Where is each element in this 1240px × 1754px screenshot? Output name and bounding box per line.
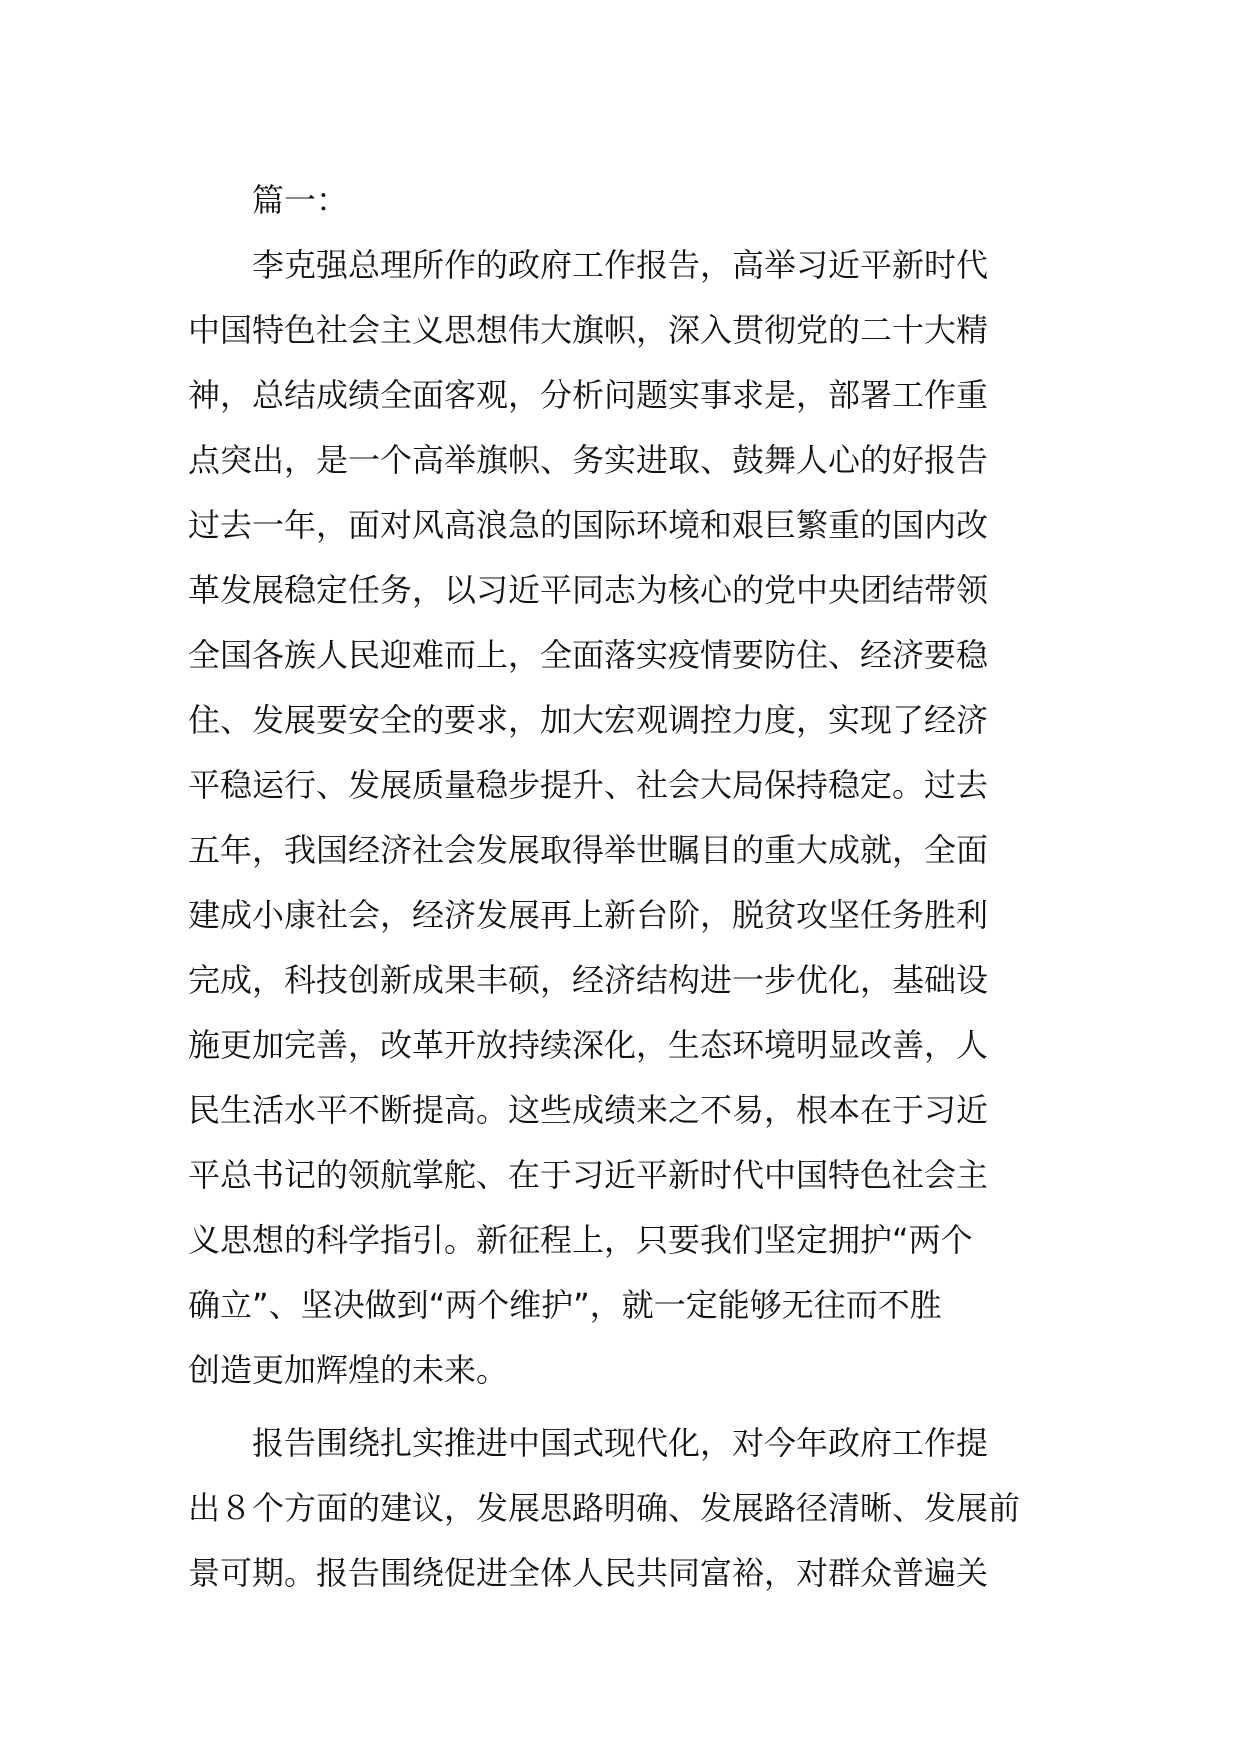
paragraph-line: 全国各族人民迎难而上，全面落实疫情要防住、经济要稳: [188, 636, 989, 674]
paragraph-1: [188, 233, 1058, 1403]
paragraph-line: 民生活水平不断提高。这些成绩来之不易，根本在于习近: [188, 1091, 989, 1129]
section-heading: 篇一：: [252, 181, 349, 219]
paragraph-line: 出８个方面的建议，发展思路明确、发展路径清晰、发展前: [188, 1489, 1021, 1527]
paragraph-line: 中国特色社会主义思想伟大旗帜，深入贯彻党的二十大精: [188, 311, 989, 349]
paragraph-line: 义思想的科学指引。新征程上，只要我们坚定拥护“两个: [188, 1221, 973, 1259]
paragraph-spacer: [188, 1403, 1058, 1411]
paragraph-line: 点突出，是一个高举旗帜、务实进取、鼓舞人心的好报告: [188, 441, 989, 479]
paragraph-line: 报告围绕扎实推进中国式现代化，对今年政府工作提: [252, 1424, 989, 1462]
paragraph-2: [188, 1411, 1058, 1606]
paragraph-line: 过去一年，面对风高浪急的国际环境和艰巨繁重的国内改: [188, 506, 989, 544]
paragraph-line: 平稳运行、发展质量稳步提升、社会大局保持稳定。过去: [188, 766, 989, 804]
paragraph-line: 平总书记的领航掌舵、在于习近平新时代中国特色社会主: [188, 1156, 989, 1194]
document-body: [188, 168, 1058, 1606]
paragraph-line: 施更加完善，改革开放持续深化，生态环境明显改善，人: [188, 1026, 989, 1064]
paragraph-line: 五年，我国经济社会发展取得举世瞩目的重大成就，全面: [188, 831, 989, 869]
paragraph-line: 确立”、坚决做到“两个维护”，就一定能够无往而不胜: [188, 1286, 942, 1324]
paragraph-line: 景可期。报告围绕促进全体人民共同富裕，对群众普遍关: [188, 1554, 989, 1592]
paragraph-line: 完成，科技创新成果丰硕，经济结构进一步优化，基础设: [188, 961, 989, 999]
paragraph-line: 住、发展要安全的要求，加大宏观调控力度，实现了经济: [188, 701, 989, 739]
paragraph-line: 革发展稳定任务，以习近平同志为核心的党中央团结带领: [188, 571, 989, 609]
paragraph-line: 李克强总理所作的政府工作报告，高举习近平新时代: [252, 246, 989, 284]
paragraph-line: 创造更加辉煌的未来。: [188, 1351, 509, 1389]
paragraph-line: 神，总结成绩全面客观，分析问题实事求是，部署工作重: [188, 376, 989, 414]
paragraph-line: 建成小康社会，经济发展再上新台阶，脱贫攻坚任务胜利: [188, 896, 989, 934]
